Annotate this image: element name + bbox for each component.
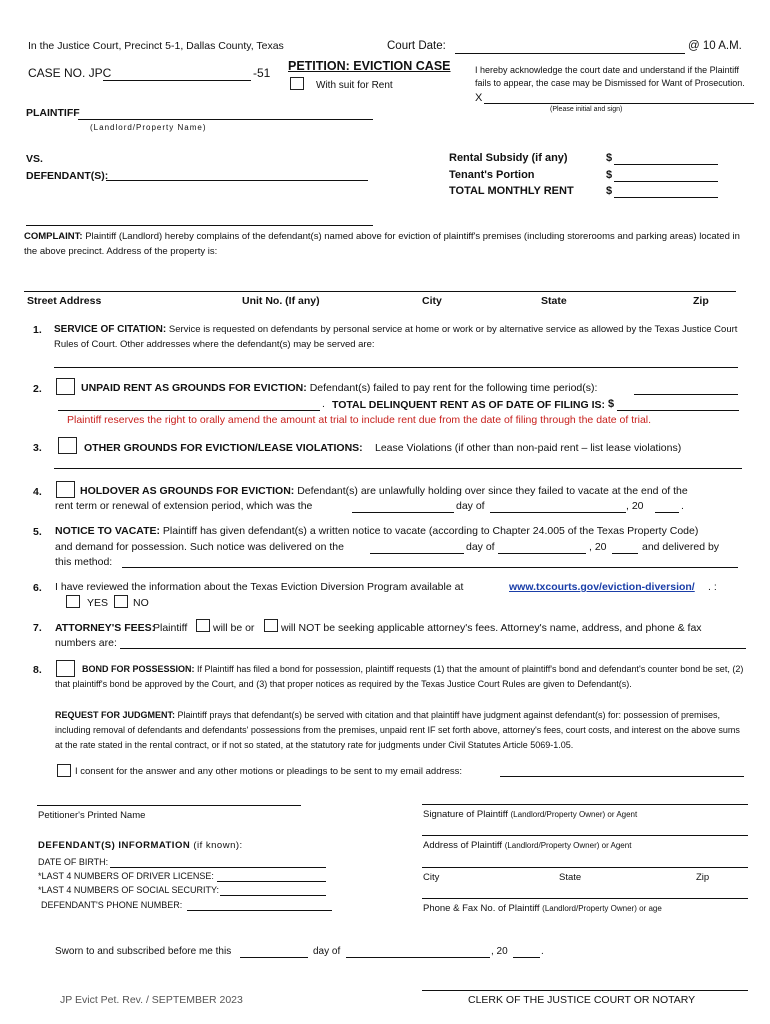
ack-x-mark: X [475,92,483,104]
notice-month-field[interactable] [498,553,586,554]
item-number: 1. [33,324,42,336]
holdover-line [80,485,688,497]
judgment-label: REQUEST FOR JUDGMENT: [55,710,176,720]
state-label: State [559,872,582,883]
tenants-portion-label: Tenant's Portion [449,169,535,181]
dollar-sign: $ [608,398,615,410]
plaintiff-label: PLAINTIFF [26,107,80,119]
total-delinquent-label: TOTAL DELINQUENT RENT AS OF DATE OF FILING IS: [332,399,605,411]
ack-signature-field[interactable] [484,103,754,104]
judgment-text: Plaintiff prays that defendant(s) be served with citation and that plaintiff have judgment against defendant(s) for: possession of premises, including removal of defendants and defendants' possessions from the premises, unpaid rent IF set forth above, attorney's fees, court costs, and interest on the above sums at the rate stated in the rental contract, or if not so stated, at the statutory rate for judgments under Civil Statutes Article 5069-1.05. [55,710,740,750]
clerk-label: CLERK OF THE JUSTICE COURT OR NOTARY [468,994,696,1006]
court-heading: In the Justice Court, Precinct 5-1, Dallas County, Texas [28,40,284,52]
other-grounds-checkbox[interactable] [58,437,77,454]
unpaid-rent-line [81,382,597,394]
item-text: Plaintiff has given defendant(s) a written notice to vacate (according to Chapter 24.005 of the Texas Property Code) [162,525,699,537]
city-label: City [423,872,440,883]
court-time: @ 10 A.M. [688,40,742,52]
holdover-checkbox[interactable] [56,481,75,498]
defendant-phone-field[interactable] [187,910,332,911]
printed-name-label: Petitioner's Printed Name [38,810,146,821]
case-no-suffix: -51 [253,66,271,80]
label-main: Signature of Plaintiff [423,809,508,820]
defendant-info-sub: (if known): [193,840,243,851]
item-label: HOLDOVER AS GROUNDS FOR EVICTION: [80,485,295,497]
item-number: 8. [33,664,42,676]
plaintiff-signature-field[interactable] [422,804,748,805]
suit-for-rent-checkbox[interactable] [290,77,304,90]
holdover-year-field[interactable] [655,512,679,513]
dollar-sign: $ [606,185,613,197]
case-no-field[interactable] [103,80,251,81]
rental-subsidy-label: Rental Subsidy (if any) [449,152,568,164]
item-label: NOTICE TO VACATE: [55,525,160,537]
no-label: NO [133,597,149,609]
will-not-label: will NOT be seeking applicable attorney's fees. Attorney's name, address, and phone & fax [281,622,702,634]
no-checkbox[interactable] [114,595,128,608]
suit-for-rent-label: With suit for Rent [316,80,393,91]
email-field[interactable] [500,776,744,777]
col-zip: Zip [693,295,709,307]
court-date-field[interactable] [455,53,685,54]
plaintiff-subtext: (Landlord/Property Name) [90,123,207,132]
rental-subsidy-field[interactable] [614,164,718,165]
delivery-method-field[interactable] [122,567,738,568]
sworn-text-c: , 20 [491,946,508,957]
sworn-text-b: day of [313,946,341,957]
ssn-field[interactable] [220,895,326,896]
item-label: SERVICE OF CITATION: [54,324,167,335]
total-delinquent-field[interactable] [617,410,739,411]
sworn-text-a: Sworn to and subscribed before me this [55,946,232,957]
sworn-day-field[interactable] [240,957,308,958]
ssn-label: *LAST 4 NUMBERS OF SOCIAL SECURITY: [38,885,220,895]
attorney-label: numbers are: [55,637,117,649]
printed-name-field[interactable] [37,805,301,806]
service-of-citation [54,322,744,352]
license-label: *LAST 4 NUMBERS OF DRIVER LICENSE: [38,871,214,881]
item-number: 6. [33,582,42,594]
tenants-portion-field[interactable] [614,181,718,182]
rent-period-field[interactable] [634,394,738,395]
will-be-label: will be or [213,622,255,634]
defendant-info-heading [38,840,243,851]
defendants-field-2[interactable] [26,225,373,226]
item-text: Service is requested on defendants by personal service at home or work or by alternative service as allowed by the Texas Justice Court Rules of Court. Other addresses where the defendant(s) may be served are: [54,324,738,350]
holdover-month-field[interactable] [490,512,626,513]
rent-period-field-2[interactable] [58,410,320,411]
notice-line-2: and demand for possession. Such notice was delivered on the [55,541,344,553]
holdover-line-2: rent term or renewal of extension period, which was the [55,500,313,512]
will-not-seek-fees-checkbox[interactable] [264,619,278,632]
yes-checkbox[interactable] [66,595,80,608]
item-number: 5. [33,526,42,538]
eviction-diversion-link[interactable]: www.txcourts.gov/eviction-diversion/ [509,581,695,593]
notice-day-field[interactable] [370,553,464,554]
item-text: Defendant(s) failed to pay rent for the following time period(s): [309,382,598,394]
dollar-sign: $ [606,152,613,164]
complaint-label: COMPLAINT: [24,231,83,242]
sworn-year-field[interactable] [513,957,540,958]
bond-paragraph [55,662,745,692]
year-prefix: , 20 [589,541,607,553]
day-of-label: day of [456,500,485,512]
acknowledgment-text: I hereby acknowledge the court date and understand if the Plaintiff fails to appear, the case may be Dismissed for Want of Prosecution. [475,65,745,88]
defendant-info-label: DEFENDANT(S) INFORMATION [38,840,191,851]
notice-line-1 [55,525,698,537]
complaint-text: Plaintiff (Landlord) hereby complains of the defendant(s) named above for eviction of plaintiff's premises (including storerooms and parking areas) located in the above precinct. Address of the property is: [24,231,740,257]
item-text: Defendant(s) are unlawfully holding over since they failed to vacate at the end of the [297,485,688,497]
holdover-day-field[interactable] [352,512,454,513]
plaintiff-word: Plaintiff [153,622,188,634]
vs-label: VS. [26,153,43,165]
dob-label: DATE OF BIRTH: [38,857,109,867]
plaintiff-address-label [423,840,631,851]
judgment-paragraph [55,708,745,753]
item-label: OTHER GROUNDS FOR EVICTION/LEASE VIOLATIONS: [84,442,363,454]
email-consent-checkbox[interactable] [57,764,71,777]
plaintiff-address-field[interactable] [422,835,748,836]
total-rent-label: TOTAL MONTHLY RENT [449,185,574,197]
will-seek-fees-checkbox[interactable] [196,619,210,632]
yes-label: YES [87,597,109,609]
amend-notice: Plaintiff reserves the right to orally amend the amount at trial to include rent due from the date of filing through the date of trial. [67,414,652,426]
complaint-paragraph [24,229,744,259]
plaintiff-field[interactable] [78,119,373,120]
attorney-info-field[interactable] [120,648,746,649]
page-title: PETITION: EVICTION CASE [288,59,451,73]
case-no-label: CASE NO. JPC [28,66,112,80]
ack-subtext: (Please initial and sign) [550,106,623,113]
year-prefix: , 20 [626,500,644,512]
license-field[interactable] [217,881,326,882]
col-unit: Unit No. (If any) [242,295,320,307]
defendants-label: DEFENDANT(S): [26,170,109,182]
label-sub: (Landlord/Property Owner) or age [542,904,662,913]
item-number: 4. [33,486,42,498]
label-sub: (Landlord/Property Owner) or Agent [510,810,638,819]
item-text: I have reviewed the information about the Texas Eviction Diversion Program available at [55,581,464,593]
dob-field[interactable] [110,867,326,868]
col-street: Street Address [27,295,102,307]
item-label: UNPAID RENT AS GROUNDS FOR EVICTION: [81,382,307,394]
lease-violations-field[interactable] [54,468,742,469]
plaintiff-signature-label [423,809,637,820]
item-number: 7. [33,622,42,634]
unpaid-rent-checkbox[interactable] [56,378,75,395]
item-text: Lease Violations (if other than non-paid rent – list lease violations) [375,442,682,454]
item-label: BOND FOR POSSESSION: [82,664,195,674]
zip-label: Zip [696,872,710,883]
item-number: 2. [33,383,42,395]
plaintiff-city-field[interactable] [422,867,748,868]
plaintiff-phone-field[interactable] [422,898,748,899]
defendants-field[interactable] [106,180,368,181]
sworn-month-field[interactable] [346,957,490,958]
day-of-label: day of [466,541,495,553]
consent-text: I consent for the answer and any other motions or pleadings to be sent to my email address: [75,766,463,777]
label-sub: (Landlord/Property Owner) or Agent [504,841,632,850]
property-address-field[interactable] [24,291,736,292]
plaintiff-phone-label [423,903,662,914]
method-label: this method: [55,556,113,568]
link-suffix: . : [708,581,717,593]
other-addresses-field[interactable] [54,367,738,368]
total-rent-field[interactable] [614,197,718,198]
col-city: City [422,295,442,307]
notice-year-field[interactable] [612,553,638,554]
court-date-label: Court Date: [387,40,446,52]
col-state: State [541,295,567,307]
item-label: ATTORNEY'S FEES: [55,622,156,634]
dollar-sign: $ [606,169,613,181]
label-main: Address of Plaintiff [423,840,503,851]
clerk-signature-field[interactable] [422,990,748,991]
item-number: 3. [33,442,42,454]
revision-footer: JP Evict Pet. Rev. / SEPTEMBER 2023 [60,994,243,1006]
item-text: If Plaintiff has filed a bond for possession, plaintiff requests (1) that the amount of plaintiff's bond and defendant's counter bond be set, (2) that plaintiff's bond be approved by the Court, and (3) that proper notices as required by the Texas Justice Court Rules are given to Defendant(s). [55,664,744,689]
phone-label: DEFENDANT'S PHONE NUMBER: [41,900,183,910]
delivered-by-label: and delivered by [642,541,720,553]
label-main: Phone & Fax No. of Plaintiff [423,903,540,914]
